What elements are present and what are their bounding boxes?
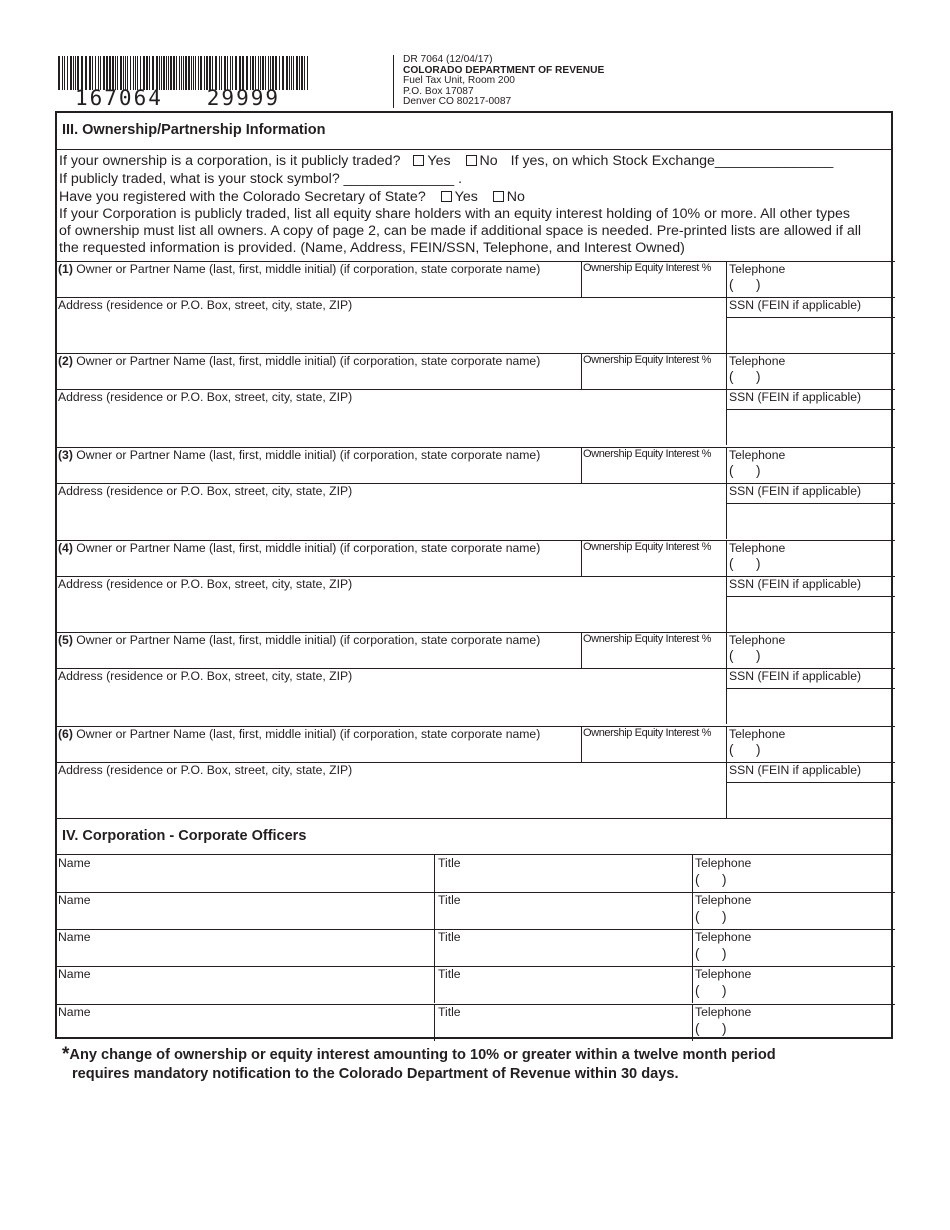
ssn-divider — [726, 409, 895, 410]
publicly-traded-yes-checkbox[interactable] — [413, 155, 424, 166]
officer-row-divider — [55, 929, 895, 930]
instructions-line: of ownership must list all owners. A copy of page 2, can be made if additional space is needed. Pre-printed lists are allowed if all — [59, 223, 862, 239]
owner-name-label: Owner or Partner Name (last, first, middle initial) (if corporation, state corporate name) — [76, 541, 541, 555]
ssn-divider — [726, 782, 895, 783]
telephone-field[interactable]: Telephone — [729, 262, 786, 276]
officer-title-field[interactable]: Title — [438, 856, 461, 870]
yes-label: Yes — [454, 189, 478, 205]
instructions-line: the requested information is provided. (Name, Address, FEIN/SSN, Telephone, and Interest Owned) — [59, 240, 685, 256]
phone-area-code: ( ) — [695, 983, 727, 998]
owner-number: (2) — [58, 354, 73, 368]
owner-number: (3) — [58, 448, 73, 462]
address-field[interactable]: Address (residence or P.O. Box, street, city, state, ZIP) — [58, 763, 353, 777]
address-field[interactable]: Address (residence or P.O. Box, street, city, state, ZIP) — [58, 390, 353, 404]
agency-address-line: P.O. Box 17087 — [403, 85, 474, 97]
agency-name: COLORADO DEPARTMENT OF REVENUE — [403, 64, 605, 76]
equity-interest-field[interactable]: Ownership Equity Interest % — [583, 541, 711, 553]
equity-interest-field[interactable]: Ownership Equity Interest % — [583, 448, 711, 460]
ssn-divider — [726, 317, 895, 318]
phone-area-code: ( ) — [695, 909, 727, 924]
officer-column-divider — [434, 966, 435, 1003]
owner-name-field[interactable] — [58, 262, 540, 276]
owner-column-divider — [726, 353, 727, 445]
officer-column-divider — [692, 1004, 693, 1041]
owner-number: (4) — [58, 541, 73, 555]
note-line: requires mandatory notification to the Colorado Department of Revenue within 30 days. — [72, 1066, 679, 1082]
officer-telephone-field[interactable]: Telephone — [695, 967, 752, 981]
equity-interest-field[interactable]: Ownership Equity Interest % — [583, 262, 711, 274]
officer-title-field[interactable]: Title — [438, 930, 461, 944]
owner-name-field[interactable] — [58, 354, 540, 368]
owner-column-divider — [726, 447, 727, 539]
owner-number: (5) — [58, 633, 73, 647]
agency-address-line: Denver CO 80217-0087 — [403, 96, 512, 108]
officer-title-field[interactable]: Title — [438, 893, 461, 907]
publicly-traded-question — [59, 153, 833, 170]
owner-name-label: Owner or Partner Name (last, first, middle initial) (if corporation, state corporate name) — [76, 448, 541, 462]
sos-yes-checkbox[interactable] — [441, 191, 452, 202]
ssn-field[interactable]: SSN (FEIN if applicable) — [729, 577, 862, 591]
owner-name-field[interactable] — [58, 633, 540, 647]
owner-column-divider — [726, 540, 727, 632]
owner-name-field[interactable] — [58, 448, 540, 462]
owner-column-divider — [726, 726, 727, 818]
phone-area-code: ( ) — [695, 872, 727, 887]
officer-column-divider — [434, 1004, 435, 1041]
telephone-field[interactable]: Telephone — [729, 448, 786, 462]
section-3-title: III. Ownership/Partnership Information — [62, 122, 326, 138]
officer-telephone-field[interactable]: Telephone — [695, 893, 752, 907]
officer-column-divider — [434, 855, 435, 892]
phone-area-code: ( ) — [729, 369, 761, 384]
no-label: No — [506, 189, 525, 205]
phone-area-code: ( ) — [729, 648, 761, 663]
owner-name-label: Owner or Partner Name (last, first, middle initial) (if corporation, state corporate name) — [76, 354, 541, 368]
phone-area-code: ( ) — [695, 946, 727, 961]
owner-name-field[interactable] — [58, 541, 540, 555]
officer-column-divider — [692, 929, 693, 966]
officer-telephone-field[interactable]: Telephone — [695, 930, 752, 944]
owner-column-divider — [581, 726, 582, 762]
officer-title-field[interactable]: Title — [438, 967, 461, 981]
owner-column-divider — [726, 261, 727, 353]
equity-interest-field[interactable]: Ownership Equity Interest % — [583, 354, 711, 366]
ssn-divider — [726, 503, 895, 504]
phone-area-code: ( ) — [729, 277, 761, 292]
owner-number: (1) — [58, 262, 73, 276]
yes-label: Yes — [427, 153, 451, 169]
stock-exchange-field[interactable]: If yes, on which Stock Exchange_______________ — [510, 153, 834, 169]
instructions-line: If your Corporation is publicly traded, list all equity share holders with an equity interest holding of 10% or more. All other types — [59, 206, 850, 222]
sos-no-checkbox[interactable] — [493, 191, 504, 202]
officer-name-field[interactable]: Name — [58, 930, 91, 944]
publicly-traded-no-checkbox[interactable] — [466, 155, 477, 166]
officer-column-divider — [434, 892, 435, 929]
owner-column-divider — [581, 540, 582, 576]
officer-telephone-field[interactable]: Telephone — [695, 856, 752, 870]
owner-column-divider — [581, 353, 582, 389]
telephone-field[interactable]: Telephone — [729, 354, 786, 368]
ssn-divider — [726, 596, 895, 597]
officer-column-divider — [692, 855, 693, 892]
change-notification-note — [62, 1045, 776, 1084]
owner-name-label: Owner or Partner Name (last, first, middle initial) (if corporation, state corporate name) — [76, 262, 541, 276]
owner-name-field[interactable] — [58, 727, 540, 741]
secretary-of-state-label: Have you registered with the Colorado Secretary of State? — [59, 189, 426, 205]
officer-title-field[interactable]: Title — [438, 1005, 461, 1019]
address-field[interactable]: Address (residence or P.O. Box, street, city, state, ZIP) — [58, 484, 353, 498]
officer-row-divider — [55, 1004, 895, 1005]
section-divider — [55, 149, 893, 150]
officer-row-divider — [55, 892, 895, 893]
officer-name-field[interactable]: Name — [58, 1005, 91, 1019]
equity-interest-field[interactable]: Ownership Equity Interest % — [583, 633, 711, 645]
officer-row-divider — [55, 966, 895, 967]
owner-number: (6) — [58, 727, 73, 741]
agency-block — [403, 55, 604, 108]
officer-name-field[interactable]: Name — [58, 967, 91, 981]
barcode — [58, 56, 310, 90]
ssn-field[interactable]: SSN (FEIN if applicable) — [729, 484, 862, 498]
publicly-traded-label: If your ownership is a corporation, is it publicly traded? — [59, 153, 401, 169]
officer-telephone-field[interactable]: Telephone — [695, 1005, 752, 1019]
owner-column-divider — [581, 447, 582, 483]
telephone-field[interactable]: Telephone — [729, 541, 786, 555]
phone-area-code: ( ) — [729, 463, 761, 478]
agency-address-line: Fuel Tax Unit, Room 200 — [403, 75, 515, 87]
ssn-field[interactable]: SSN (FEIN if applicable) — [729, 298, 862, 312]
form-id: DR 7064 (12/04/17) — [403, 54, 493, 65]
owner-name-label: Owner or Partner Name (last, first, middle initial) (if corporation, state corporate name) — [76, 633, 541, 647]
secretary-of-state-question — [59, 189, 525, 206]
no-label: No — [479, 153, 498, 169]
note-line: Any change of ownership or equity interest amounting to 10% or greater within a twelve month period — [69, 1047, 776, 1063]
telephone-field[interactable]: Telephone — [729, 727, 786, 741]
officer-column-divider — [434, 929, 435, 966]
address-field[interactable]: Address (residence or P.O. Box, street, city, state, ZIP) — [58, 577, 353, 591]
ssn-field[interactable]: SSN (FEIN if applicable) — [729, 763, 862, 777]
stock-symbol-field[interactable]: If publicly traded, what is your stock symbol? ______________ . — [59, 171, 463, 187]
telephone-field[interactable]: Telephone — [729, 633, 786, 647]
officer-column-divider — [692, 966, 693, 1003]
phone-area-code: ( ) — [729, 742, 761, 757]
owner-column-divider — [581, 261, 582, 297]
address-field[interactable]: Address (residence or P.O. Box, street, city, state, ZIP) — [58, 298, 353, 312]
equity-interest-field[interactable]: Ownership Equity Interest % — [583, 727, 711, 739]
address-field[interactable]: Address (residence or P.O. Box, street, city, state, ZIP) — [58, 669, 353, 683]
header-divider — [393, 55, 394, 108]
ssn-field[interactable]: SSN (FEIN if applicable) — [729, 669, 862, 683]
phone-area-code: ( ) — [729, 556, 761, 571]
officer-name-field[interactable]: Name — [58, 893, 91, 907]
section-4-title: IV. Corporation - Corporate Officers — [62, 828, 307, 844]
ssn-divider — [726, 688, 895, 689]
owner-column-divider — [726, 632, 727, 724]
ssn-field[interactable]: SSN (FEIN if applicable) — [729, 390, 862, 404]
section-divider — [55, 854, 893, 855]
section-divider — [55, 818, 893, 819]
officer-column-divider — [692, 892, 693, 929]
owner-column-divider — [581, 632, 582, 668]
phone-area-code: ( ) — [695, 1021, 727, 1036]
owner-name-label: Owner or Partner Name (last, first, middle initial) (if corporation, state corporate name) — [76, 727, 541, 741]
asterisk: * — [62, 1044, 70, 1065]
barcode-number: 167064 29999 — [75, 86, 281, 110]
officer-name-field[interactable]: Name — [58, 856, 91, 870]
